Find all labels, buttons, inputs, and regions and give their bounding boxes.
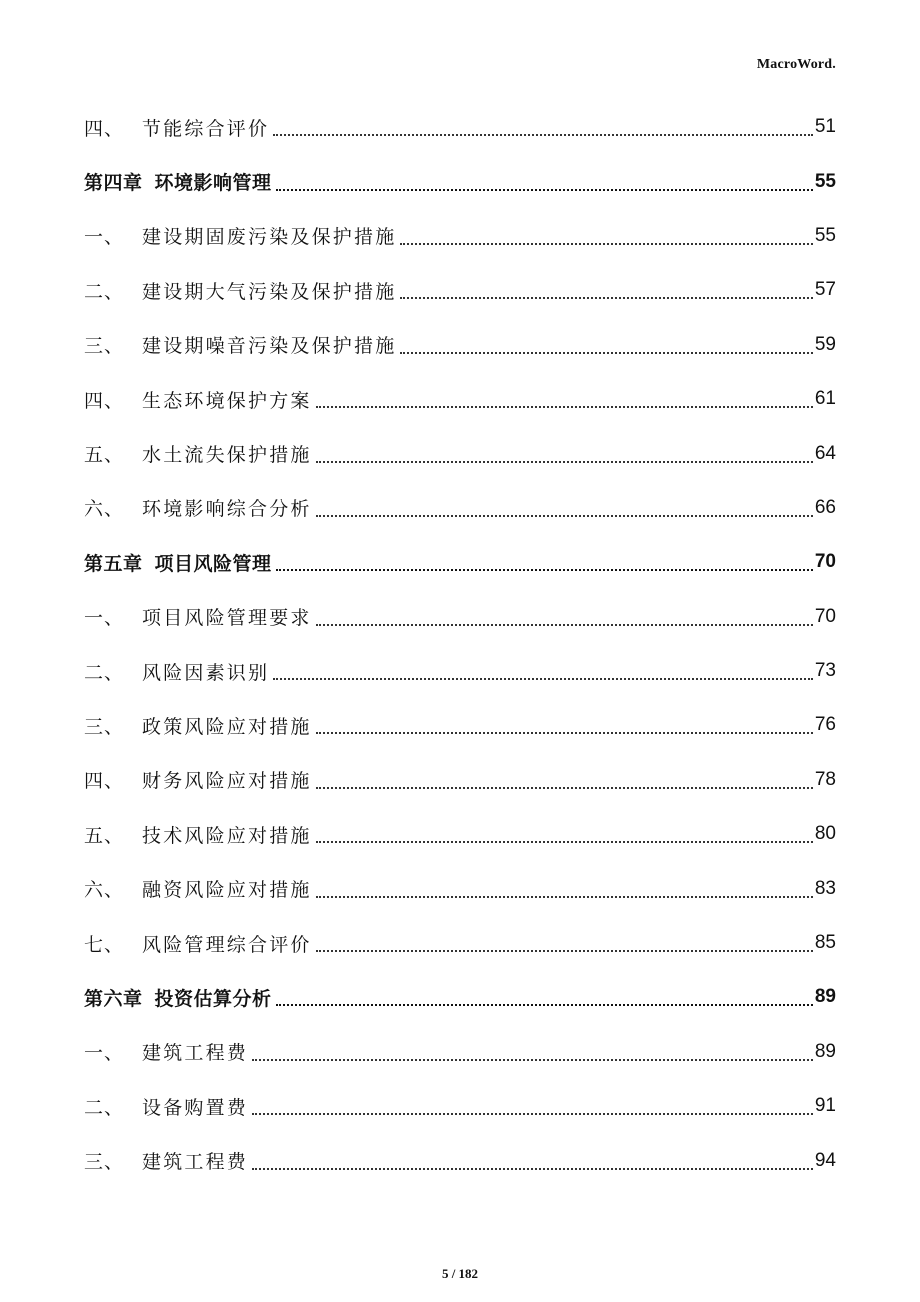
toc-dot-leader <box>316 787 813 789</box>
toc-section-entry[interactable] <box>84 753 836 807</box>
toc-section-entry[interactable] <box>84 1133 836 1187</box>
toc-section-number: 二、 <box>84 1096 125 1119</box>
toc-dot-leader <box>400 243 812 245</box>
toc-section-entry[interactable] <box>84 698 836 752</box>
toc-dot-leader <box>252 1059 813 1061</box>
page-number-footer: 5 / 182 <box>441 1266 479 1281</box>
toc-section-entry[interactable] <box>84 263 836 317</box>
toc-page-number: 89 <box>814 986 836 1008</box>
toc-section-title: 技术风险应对措施 <box>142 824 312 847</box>
table-of-contents <box>84 100 836 1188</box>
toc-page-number: 89 <box>814 1040 836 1062</box>
toc-page-number: 64 <box>814 442 836 464</box>
toc-dot-leader <box>316 515 813 517</box>
toc-section-entry[interactable] <box>84 807 836 861</box>
toc-chapter-entry[interactable] <box>84 154 836 208</box>
toc-section-number: 六、 <box>84 879 125 902</box>
toc-page-number: 70 <box>814 551 836 573</box>
toc-dot-leader <box>400 352 812 354</box>
toc-dot-leader <box>276 1004 813 1006</box>
toc-page-number: 57 <box>814 279 836 301</box>
toc-page-number: 61 <box>814 388 836 410</box>
toc-chapter-title <box>84 984 272 1011</box>
toc-dot-leader <box>276 189 813 191</box>
toc-section-entry[interactable] <box>84 426 836 480</box>
toc-section-entry[interactable] <box>84 318 836 372</box>
toc-section-entry[interactable] <box>84 100 836 154</box>
toc-page-number: 91 <box>814 1095 836 1117</box>
toc-page-number: 51 <box>814 116 836 138</box>
toc-dot-leader <box>316 841 813 843</box>
toc-dot-leader <box>316 406 813 408</box>
toc-page-number: 70 <box>814 605 836 627</box>
toc-chapter-title <box>84 549 272 576</box>
toc-section-title: 政策风险应对措施 <box>142 715 312 738</box>
toc-chapter-name: 环境影响管理 <box>154 172 272 195</box>
toc-section-title: 水土流失保护措施 <box>142 444 312 467</box>
toc-section-title: 建筑工程费 <box>142 1151 249 1174</box>
toc-section-number: 五、 <box>84 824 125 847</box>
toc-chapter-name: 项目风险管理 <box>154 552 272 575</box>
toc-section-title: 建设期大气污染及保护措施 <box>142 280 397 303</box>
toc-section-entry[interactable] <box>84 644 836 698</box>
toc-section-entry[interactable] <box>84 861 836 915</box>
toc-page-number: 85 <box>814 932 836 954</box>
toc-section-entry[interactable] <box>84 1025 836 1079</box>
toc-dot-leader <box>252 1168 813 1170</box>
toc-section-title: 建设期固废污染及保护措施 <box>142 226 397 249</box>
toc-section-number: 四、 <box>84 389 125 412</box>
toc-section-entry[interactable] <box>84 481 836 535</box>
toc-section-title: 项目风险管理要求 <box>142 607 312 630</box>
toc-section-number: 三、 <box>84 335 125 358</box>
toc-section-title: 风险管理综合评价 <box>142 933 312 956</box>
toc-section-entry[interactable] <box>84 916 836 970</box>
toc-section-number: 四、 <box>84 117 125 140</box>
toc-chapter-label: 第六章 <box>84 987 143 1010</box>
toc-page-number: 73 <box>814 660 836 682</box>
toc-dot-leader <box>252 1113 813 1115</box>
toc-section-number: 三、 <box>84 715 125 738</box>
toc-page-number: 76 <box>814 714 836 736</box>
toc-dot-leader <box>400 297 812 299</box>
toc-page-number: 66 <box>814 496 836 518</box>
toc-chapter-entry[interactable] <box>84 535 836 589</box>
toc-dot-leader <box>273 678 813 680</box>
toc-dot-leader <box>273 134 813 136</box>
toc-section-number: 一、 <box>84 607 125 630</box>
toc-section-title: 财务风险应对措施 <box>142 770 312 793</box>
toc-dot-leader <box>316 950 813 952</box>
toc-dot-leader <box>316 624 813 626</box>
toc-chapter-entry[interactable] <box>84 970 836 1024</box>
toc-page-number: 83 <box>814 877 836 899</box>
toc-section-number: 五、 <box>84 444 125 467</box>
toc-section-title: 建设期噪音污染及保护措施 <box>142 335 397 358</box>
toc-section-number: 一、 <box>84 226 125 249</box>
toc-page-number: 55 <box>814 224 836 246</box>
toc-section-title: 风险因素识别 <box>142 661 270 684</box>
toc-chapter-label: 第四章 <box>84 172 143 195</box>
toc-section-entry[interactable] <box>84 372 836 426</box>
toc-section-title: 融资风险应对措施 <box>142 879 312 902</box>
toc-chapter-name: 投资估算分析 <box>154 987 272 1010</box>
toc-section-number: 一、 <box>84 1042 125 1065</box>
toc-page-number: 94 <box>814 1149 836 1171</box>
toc-page-number: 78 <box>814 768 836 790</box>
toc-section-title: 节能综合评价 <box>142 117 270 140</box>
toc-section-title: 环境影响综合分析 <box>142 498 312 521</box>
document-header-brand: MacroWord. <box>756 57 836 72</box>
toc-section-number: 七、 <box>84 933 125 956</box>
toc-section-number: 六、 <box>84 498 125 521</box>
toc-section-number: 三、 <box>84 1151 125 1174</box>
toc-section-entry[interactable] <box>84 209 836 263</box>
toc-section-title: 设备购置费 <box>142 1096 249 1119</box>
toc-chapter-title <box>84 168 272 195</box>
toc-dot-leader <box>316 732 813 734</box>
toc-page-number: 80 <box>814 823 836 845</box>
toc-page-number: 55 <box>814 170 836 192</box>
toc-section-number: 二、 <box>84 280 125 303</box>
toc-section-number: 二、 <box>84 661 125 684</box>
toc-section-title: 建筑工程费 <box>142 1042 249 1065</box>
toc-dot-leader <box>316 461 813 463</box>
toc-section-title: 生态环境保护方案 <box>142 389 312 412</box>
toc-section-entry[interactable] <box>84 590 836 644</box>
toc-dot-leader <box>316 896 813 898</box>
toc-section-entry[interactable] <box>84 1079 836 1133</box>
toc-dot-leader <box>276 569 813 571</box>
toc-section-number: 四、 <box>84 770 125 793</box>
toc-chapter-label: 第五章 <box>84 552 143 575</box>
toc-page-number: 59 <box>814 333 836 355</box>
